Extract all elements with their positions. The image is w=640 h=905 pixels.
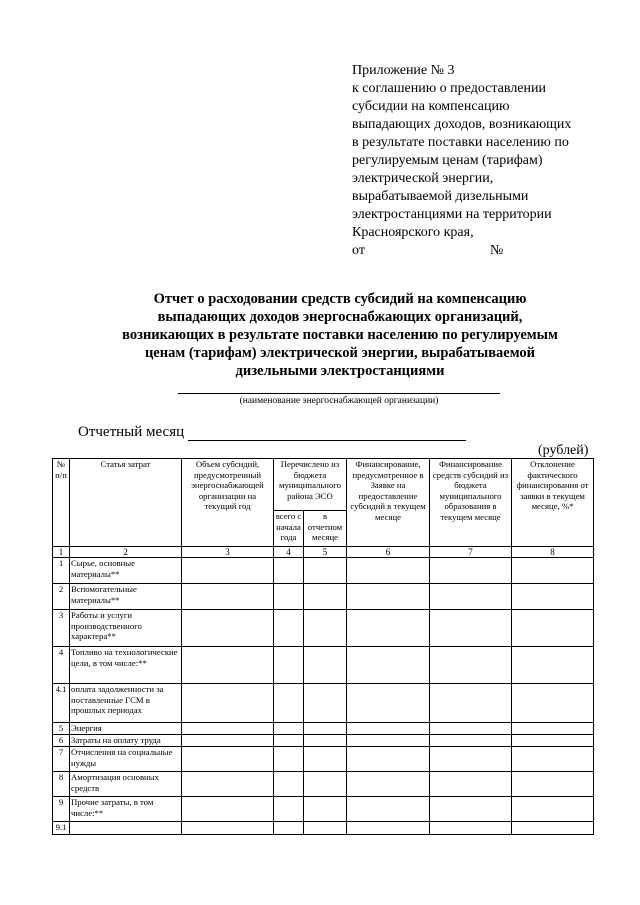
from-label: от [352, 243, 365, 258]
row-cell [274, 723, 304, 735]
row-cell [274, 684, 304, 723]
row-cell [512, 610, 594, 647]
header-in-month: в отчетном месяце [304, 511, 347, 547]
row-cell [347, 822, 430, 835]
row-cell [274, 747, 304, 772]
row-num: 6 [53, 735, 70, 747]
row-cell [182, 684, 274, 723]
row-num: 9 [53, 797, 70, 822]
appendix-line: электрической энергии, [352, 171, 494, 186]
report-table [52, 458, 594, 835]
row-item: Работы и услуги производственного характера** [70, 610, 182, 647]
table-row [53, 584, 594, 610]
row-cell [512, 684, 594, 723]
appendix-line: Красноярского края, [352, 225, 474, 240]
appendix-line: электростанциями на территории [352, 207, 552, 222]
table-row [53, 558, 594, 584]
table-row [53, 723, 594, 735]
row-item: Амортизация основных средств [70, 772, 182, 797]
row-cell [182, 822, 274, 835]
row-cell [274, 558, 304, 584]
row-cell [182, 747, 274, 772]
table-row [53, 735, 594, 747]
header-volume: Объем субсидий, предусмотренный энергоснабжающей организации на текущий год [182, 459, 274, 547]
row-cell [512, 747, 594, 772]
row-cell [430, 684, 512, 723]
row-cell [274, 797, 304, 822]
row-cell [430, 723, 512, 735]
row-num: 1 [53, 558, 70, 584]
header-item: Статья затрат [70, 459, 182, 547]
row-cell [304, 647, 347, 684]
row-cell [274, 610, 304, 647]
row-item: Затраты на оплату труда [70, 735, 182, 747]
title-line: выпадающих доходов энергоснабжающих организаций, [157, 309, 523, 325]
column-number: 2 [70, 547, 182, 558]
row-cell [304, 735, 347, 747]
row-cell [304, 822, 347, 835]
header-num: № п/п [53, 459, 70, 547]
table-row [53, 797, 594, 822]
row-cell [182, 647, 274, 684]
row-cell [304, 610, 347, 647]
appendix-line: в результате поставки населению по [352, 135, 569, 150]
row-item: Топливо на технологические цели, в том числе:** [70, 647, 182, 684]
row-cell [512, 772, 594, 797]
row-cell [182, 584, 274, 610]
org-name-field-line [178, 393, 500, 394]
row-cell [182, 735, 274, 747]
row-cell [347, 647, 430, 684]
table-row [53, 610, 594, 647]
title-line: возникающих в результате поставки населению по регулируемым [122, 327, 558, 343]
row-num: 4.1 [53, 684, 70, 723]
column-number: 5 [304, 547, 347, 558]
row-cell [430, 797, 512, 822]
column-number: 7 [430, 547, 512, 558]
row-cell [512, 647, 594, 684]
row-cell [512, 723, 594, 735]
row-cell [347, 747, 430, 772]
row-cell [347, 797, 430, 822]
row-cell [347, 584, 430, 610]
row-cell [274, 647, 304, 684]
table-row [53, 772, 594, 797]
title-line: Отчет о расходовании средств субсидий на компенсацию [153, 291, 527, 307]
row-cell [182, 723, 274, 735]
row-item: Отчисления на социальные нужды [70, 747, 182, 772]
row-num: 7 [53, 747, 70, 772]
appendix-line: к соглашению о предоставлении [352, 81, 546, 96]
column-number: 8 [512, 547, 594, 558]
report-title [40, 290, 640, 380]
row-cell [430, 610, 512, 647]
row-cell [430, 584, 512, 610]
column-number: 6 [347, 547, 430, 558]
row-cell [347, 684, 430, 723]
row-cell [347, 772, 430, 797]
row-cell [274, 822, 304, 835]
row-cell [304, 772, 347, 797]
header-transferred: Перечислено из бюджета муниципального района ЭСО [274, 459, 347, 511]
row-num: 8 [53, 772, 70, 797]
row-cell [430, 647, 512, 684]
appendix-line: субсидии на компенсацию [352, 99, 510, 114]
row-num: 2 [53, 584, 70, 610]
row-cell [304, 747, 347, 772]
header-row [53, 459, 594, 511]
table-row [53, 747, 594, 772]
column-number-row [53, 547, 594, 558]
reporting-month-field-line [188, 440, 466, 441]
row-num: 5 [53, 723, 70, 735]
row-cell [274, 735, 304, 747]
appendix-line: Приложение № 3 [352, 63, 455, 78]
row-cell [347, 723, 430, 735]
header-total-ytd: всего с начала года [274, 511, 304, 547]
row-num: 4 [53, 647, 70, 684]
row-cell [304, 797, 347, 822]
header-deviation: Отклонение фактического финансирования от заявки в текущем месяце, %* [512, 459, 594, 547]
row-num: 3 [53, 610, 70, 647]
table-row [53, 647, 594, 684]
row-cell [304, 558, 347, 584]
reporting-month-label: Отчетный месяц [78, 424, 185, 440]
row-cell [430, 558, 512, 584]
title-line: дизельными электростанциями [235, 363, 445, 379]
row-cell [430, 747, 512, 772]
org-name-caption: (наименование энергоснабжающей организации) [239, 396, 439, 406]
appendix-date-number-line [352, 242, 622, 260]
column-number: 3 [182, 547, 274, 558]
appendix-line: регулируемым ценам (тарифам) [352, 153, 543, 168]
row-cell [304, 684, 347, 723]
row-cell [274, 772, 304, 797]
appendix-line: вырабатываемой дизельными [352, 189, 529, 204]
row-cell [304, 584, 347, 610]
row-item: Прочие затраты, в том числе:** [70, 797, 182, 822]
row-cell [512, 822, 594, 835]
header-municipal: Финансирование средств субсидий из бюджета муниципального образования в текущем месяце [430, 459, 512, 547]
row-item: Сырье, основные материалы** [70, 558, 182, 584]
table-row [53, 822, 594, 835]
row-cell [430, 822, 512, 835]
row-item: Энергия [70, 723, 182, 735]
number-label: № [490, 243, 504, 258]
row-cell [347, 610, 430, 647]
row-cell [347, 558, 430, 584]
row-item [70, 822, 182, 835]
appendix-line: выпадающих доходов, возникающих [352, 117, 572, 132]
row-cell [304, 723, 347, 735]
column-number: 1 [53, 547, 70, 558]
row-cell [274, 584, 304, 610]
row-item: Вспомогательные материалы** [70, 584, 182, 610]
row-cell [512, 735, 594, 747]
title-line: ценам (тарифам) электрической энергии, вырабатываемой [144, 345, 536, 361]
row-cell [182, 797, 274, 822]
row-cell [512, 558, 594, 584]
row-cell [512, 584, 594, 610]
row-cell [182, 558, 274, 584]
header-planned: Финансирование, предусмотренное в Заявке на предоставление субсидий в текущем месяце [347, 459, 430, 547]
row-num: 9.1 [53, 822, 70, 835]
units-label: (рублей) [538, 443, 589, 458]
row-cell [347, 735, 430, 747]
row-cell [512, 797, 594, 822]
row-item: оплата задолженности за поставленные ГСМ в прошлых периодах [70, 684, 182, 723]
column-number: 4 [274, 547, 304, 558]
row-cell [430, 772, 512, 797]
table-row [53, 684, 594, 723]
row-cell [430, 735, 512, 747]
appendix-block [352, 62, 622, 260]
row-cell [182, 772, 274, 797]
row-cell [182, 610, 274, 647]
